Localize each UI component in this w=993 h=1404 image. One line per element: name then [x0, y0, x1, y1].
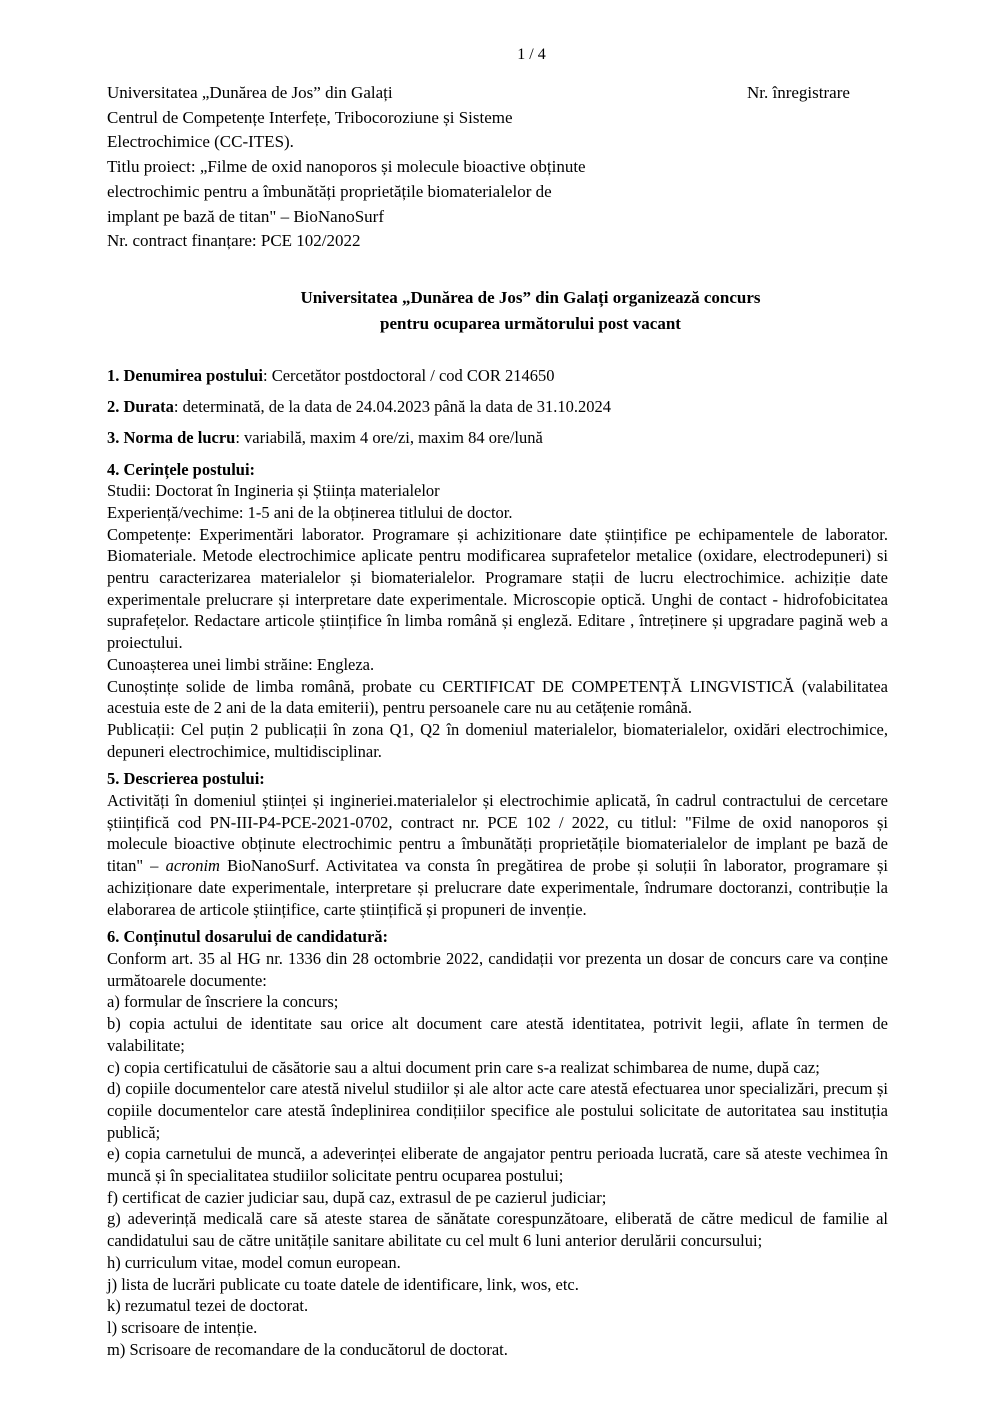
registration-label: Nr. înregistrare [747, 83, 850, 102]
item-duration-label: 2. Durata [107, 397, 174, 417]
dossier-item-l: l) scrisoare de intenție. [107, 1317, 258, 1337]
header-project-line-2: electrochimic pentru a îmbunătăți proprietățile biomaterialelor de [107, 181, 552, 201]
dossier-item-d: d) copiile documentelor care atestă nivelul studiilor și ale altor acte care atestă efectuarea unor specializări, precum și copiile documentelor care atestă îndeplinirea condițiilor specifice ale postului solicitate de autoritatea sau instituția publică; [107, 1079, 888, 1142]
dossier-item-g: g) adeverință medicală care să ateste starea de sănătate corespunzătoare, eliberată de către medicul de familie al candidatului sau de către unitățile sanitare abilitate cu cel mult 6 luni anterior derulării concursului; [107, 1209, 888, 1251]
section-dossier-heading: 6. Conținutul dosarului de candidatură: [107, 927, 389, 947]
page-number-row [141, 45, 922, 64]
dossier-item-c: c) copia certificatului de căsătorie sau a altui document prin care s-a realizat schimbarea de nume, după caz; [107, 1057, 820, 1077]
item-workload-label: 3. Norma de lucru [107, 428, 236, 448]
announcement-title-line-2: pentru ocuparea următorului post vacant [380, 313, 681, 333]
dossier-intro: Conform art. 35 al HG nr. 1336 din 28 octombrie 2022, candidații vor prezenta un dosar de concurs care va conține următoarele documente: [107, 949, 888, 990]
item-duration [107, 396, 888, 418]
description-paragraph [107, 790, 888, 920]
header-contract-line: Nr. contract finanțare: PCE 102/2022 [107, 231, 361, 251]
requirements-romanian-language: Cunoștințe solide de limba română, probate cu CERTIFICAT DE COMPETENȚĂ LINGVISTICĂ (valabilitatea acestuia este de 2 ani de la data emiterii), pentru persoanele care nu au cetățenie română. [107, 676, 888, 718]
announcement-title-line-1: Universitatea „Dunărea de Jos” din Galați organizează concurs [300, 287, 761, 307]
header-center-line-1: Centrul de Competențe Interfețe, Tribocoroziune și Sisteme [107, 107, 513, 127]
requirements-competencies: Competențe: Experimentări laborator. Programare și achizitionare date științifice pe echipamentele de laborator. Biomateriale. Metode electrochimice aplicate pentru modificarea suprafetelor metalice (oxidare, electrodepuneri) si pentru caracterizarea materialelor și biomaterialelor. Programare stații de lucru electrochimice. achiziție date experimentale prelucrare și interpretare date experimentale. Microscopie optică. Unghi de contact - hidrofobicitatea suprafețelor. Redactare articole științifice în limba română și engleză. Editare , întreținere și upgradare pagină web a proiectului. [107, 524, 888, 653]
dossier-item-j: j) lista de lucrări publicate cu toate datele de identificare, link, wos, etc. [107, 1274, 579, 1294]
dossier-item-e: e) copia carnetului de muncă, a adeverinței eliberate de angajator pentru perioada lucrată, care să ateste vechimea în muncă și în specialitatea studiilor solicitate pentru ocuparea postului; [107, 1144, 888, 1186]
item-position-label: 1. Denumirea postului [107, 365, 264, 385]
item-position-value: : Cercetător postdoctoral / cod COR 214650 [263, 365, 555, 385]
requirements-foreign-language: Cunoașterea unei limbi străine: Engleza. [107, 654, 375, 674]
requirements-experience: Experiență/vechime: 1-5 ani de la obținerea titlului de doctor. [107, 502, 513, 522]
announcement-title [140, 285, 921, 337]
section-requirements-heading: 4. Cerințele postului: [107, 459, 256, 479]
section-dossier [107, 926, 888, 1360]
item-workload [107, 427, 888, 449]
header-center-line-2: Electrochimice (CC-ITES). [107, 132, 294, 152]
item-duration-value: : determinată, de la data de 24.04.2023 până la data de 31.10.2024 [173, 397, 612, 417]
document-content [107, 45, 888, 1360]
dossier-item-b: b) copia actului de identitate sau orice alt document care atestă identitatea, potrivit legii, aflate în termen de valabilitate; [107, 1014, 888, 1055]
header-project-line-1: Titlu proiect: „Filme de oxid nanoporos și molecule bioactive obținute [107, 157, 586, 177]
dossier-item-h: h) curriculum vitae, model comun european. [107, 1252, 401, 1272]
item-position [107, 365, 888, 387]
section-description [107, 768, 888, 920]
university-name: Universitatea „Dunărea de Jos” din Galați [107, 83, 393, 102]
description-text-after: BioNanoSurf. Activitatea va consta în pregătirea de probe și soluții în laborator, programare și achiziționare date experimentale, interpretare și prelucrare date experimentale, îndrumare doctoranzi, contribuție la elaborarea de articole științifice, carte științifică și propuneri de invenție. [107, 856, 889, 919]
requirements-studies: Studii: Doctorat în Ingineria și Știința materialelor [107, 481, 440, 501]
document-header [107, 81, 888, 254]
dossier-item-k: k) rezumatul tezei de doctorat. [107, 1296, 309, 1316]
description-acronym-word: acronim [165, 856, 220, 876]
header-project-line-3: implant pe bază de titan" – BioNanoSurf [107, 206, 384, 226]
dossier-item-m: m) Scrisoare de recomandare de la conducătorul de doctorat. [107, 1339, 508, 1359]
dossier-item-a: a) formular de înscriere la concurs; [107, 992, 339, 1012]
post-summary-items [107, 365, 888, 449]
section-requirements [107, 459, 888, 763]
page-number: 1 / 4 [517, 46, 546, 63]
dossier-item-f: f) certificat de cazier judiciar sau, după caz, extrasul de pe cazierul judiciar; [107, 1187, 607, 1207]
section-description-heading: 5. Descrierea postului: [107, 769, 265, 789]
item-workload-value: : variabilă, maxim 4 ore/zi, maxim 84 ore/lună [235, 428, 543, 448]
requirements-publications: Publicații: Cel puțin 2 publicații în zona Q1, Q2 în domeniul materialelor, biomaterialelor, oxidări electrochimice, depuneri electrochimice, multidisciplinar. [107, 719, 888, 761]
description-text-before: Activități în domeniul științei și ingineriei.materialelor și electrochimie aplicată, în cadrul contractului de cercetare științifică cod PN-III-P4-PCE-2021-0702, contract nr. PCE 102 / 2022, cu titlul: "Filme de oxid nanoporos și molecule bioactive obținute electrochimic pentru a îmbunătăți proprietățile biomaterialelor de implant pe bază de titan" – [107, 791, 888, 876]
header-university-line [107, 81, 888, 106]
